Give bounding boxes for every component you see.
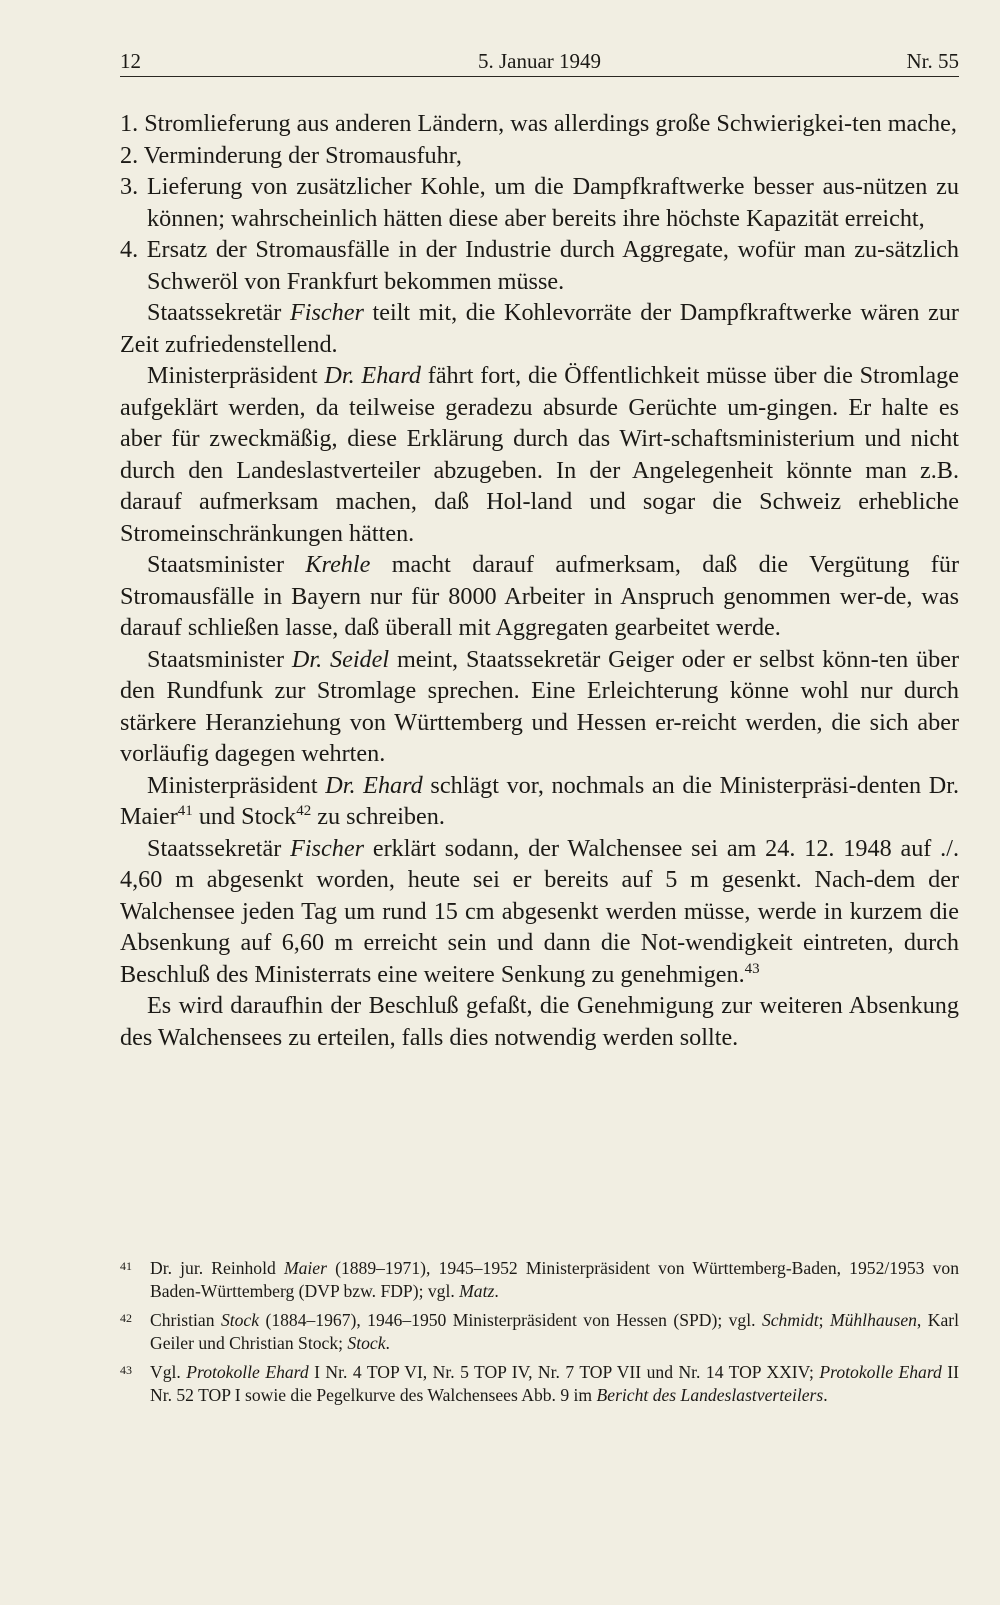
footnote-text: . [823, 1385, 828, 1406]
list-item-2 [120, 140, 959, 172]
speaker-name: Dr. Seidel [291, 645, 390, 673]
footnote-italic: Schmidt [761, 1309, 819, 1330]
footnote-text: II Nr. 52 TOP I sowie die Pegelkurve des Walchensees Abb. 9 im [150, 1361, 959, 1406]
paragraph-text: und Stock [192, 803, 297, 830]
footnote-number: 41 [120, 1259, 132, 1273]
footnote-43 [120, 1361, 959, 1407]
speaker-name: Krehle [305, 551, 371, 578]
paragraph-text: meint, Staatssekretär Geiger oder er selbst könn-ten über den Rundfunk zur Stromlage sprechen. Eine Erleichterung könne wohl nur durch stärkere Heranziehung von Württemberg und Hessen er-reicht werden, die sich aber vorläufig dagegen wehrten. [120, 645, 960, 767]
paragraph-fischer-coal [120, 297, 959, 360]
footnote-number: 43 [120, 1362, 132, 1377]
paragraph-text: schlägt vor, nochmals an die Ministerpräsi-denten Dr. Maier [120, 771, 959, 830]
paragraph-resolution: Es wird daraufhin der Beschluß gefaßt, die Genehmigung zur weiteren Absenkung des Walchensees zu erteilen, falls dies notwendig werden sollte. [120, 992, 959, 1051]
footnote-text: (1884–1967), 1946–1950 Ministerpräsident von Hessen (SPD); vgl. [259, 1309, 762, 1330]
footnote-italic: Stock [220, 1309, 260, 1330]
main-text [120, 108, 959, 1053]
footnote-italic: Stock [347, 1333, 386, 1354]
paragraph-text: fährt fort, die Öffentlichkeit müsse über die Stromlage aufgeklärt werden, da teilweise geradezu absurde Gerüchte um-gingen. Er halte es aber für zweckmäßig, diese Erklärung durch das Wirt-schaftsministerium und nicht durch den Landeslastverteiler abzugeben. In der Angelegenheit könnte man z.B. darauf aufmerksam machen, daß Hol-land und sogar die Schweiz erhebliche Stromeinschränkungen hätten. [120, 362, 959, 547]
paragraph-seidel [120, 644, 959, 770]
footnote-ref-41[interactable]: 41 [177, 803, 193, 819]
footnote-text: . [494, 1281, 499, 1302]
page-number: 12 [120, 49, 141, 73]
footnote-italic: Maier [283, 1258, 327, 1278]
list-item-text: Stromlieferung aus anderen Ländern, was allerdings große Schwierigkei-ten mache, [144, 110, 957, 137]
speaker-title: Staatsminister [147, 645, 292, 673]
footnote-italic: Protokolle Ehard [819, 1361, 942, 1382]
footnotes [120, 1257, 959, 1413]
footnote-text: I Nr. 4 TOP VI, Nr. 5 TOP IV, Nr. 7 TOP VII und Nr. 14 TOP XXIV; [308, 1361, 820, 1382]
footnote-number: 42 [120, 1310, 132, 1325]
footnote-italic: Bericht des Landeslastverteilers [596, 1385, 824, 1406]
footnote-42 [120, 1309, 959, 1355]
list-item-text: Verminderung der Stromausfuhr, [143, 141, 462, 169]
footnote-text: , Karl Geiler und Christian Stock; [150, 1309, 960, 1354]
speaker-title: Ministerpräsident [147, 771, 326, 799]
speaker-title: Ministerpräsident [147, 362, 325, 389]
speaker-name: Fischer [290, 834, 365, 862]
footnote-italic: Mühlhausen [829, 1309, 917, 1330]
paragraph-text: zu schreiben. [311, 803, 445, 830]
footnote-41 [120, 1257, 959, 1303]
speaker-title: Staatssekretär [147, 834, 291, 862]
paragraph-ehard-letter [120, 770, 959, 833]
paragraph-text: erklärt sodann, der Walchensee sei am 24. 12. 1948 auf ./. 4,60 m abgesenkt worden, heute sei er bereits auf 5 m gesenkt. Nach-dem der Walchensee jeden Tag um rund 15 cm abgesenkt werden müsse, werde in kurzem die Absenkung auf 6,60 m erreicht sein und dann die Not-wendigkeit eintreten, durch Beschluß des Ministerrats eine weitere Senkung zu genehmigen. [120, 834, 959, 988]
header-date: 5. Januar 1949 [477, 49, 602, 73]
footnote-text: Vgl. [150, 1361, 187, 1382]
header-rule [120, 76, 959, 77]
paragraph-text: macht darauf aufmerksam, daß die Vergütung für Stromausfälle in Bayern nur für 8000 Arbeiter in Anspruch genommen wer-de, was darauf schließen lasse, daß überall mit Aggregaten gearbeitet werde. [120, 551, 959, 641]
speaker-name: Dr. Ehard [325, 771, 423, 799]
list-item-text: Lieferung von zusätzlicher Kohle, um die Dampfkraftwerke besser aus-nützen zu können; wahrscheinlich hätten diese aber bereits ihre höchste Kapazität erreicht, [146, 173, 960, 232]
speaker-title: Staatsminister [147, 551, 306, 578]
speaker-name: Dr. Ehard [324, 362, 421, 389]
paragraph-ehard-public [120, 360, 959, 549]
speaker-title: Staatssekretär [147, 299, 290, 326]
list-item-3 [120, 171, 959, 234]
footnote-text: ; [818, 1309, 830, 1330]
running-header [120, 46, 959, 76]
footnote-text: Christian [150, 1309, 221, 1330]
paragraph-text: teilt mit, die Kohlevorräte der Dampfkraftwerke wären zur Zeit zufriedenstellend. [120, 299, 959, 358]
list-item-4 [120, 234, 959, 297]
footnote-italic: Matz [459, 1281, 495, 1302]
list-item-number: 2. [120, 141, 139, 169]
paragraph-fischer-walchensee [120, 833, 959, 991]
list-item-1 [120, 108, 959, 140]
list-item-number: 1. [120, 110, 139, 137]
speaker-name: Fischer [289, 299, 364, 326]
footnote-text: (1889–1971), 1945–1952 Ministerpräsident von Württemberg-Baden, 1952/1953 von Baden-Württemberg (DVP bzw. FDP); vgl. [150, 1258, 959, 1302]
paragraph-krehle [120, 549, 959, 644]
document-number: Nr. 55 [906, 49, 959, 73]
footnote-ref-42[interactable]: 42 [296, 803, 312, 819]
footnote-text: Dr. jur. Reinhold [150, 1258, 284, 1278]
footnote-ref-43[interactable]: 43 [744, 960, 760, 977]
footnote-text: . [385, 1333, 390, 1354]
list-item-number: 3. [120, 173, 139, 200]
footnote-italic: Protokolle Ehard [186, 1361, 309, 1382]
list-item-text: Ersatz der Stromausfälle in der Industrie durch Aggregate, wofür man zu-sätzlich Schweröl von Frankfurt bekommen müsse. [146, 236, 960, 295]
list-item-number: 4. [120, 236, 139, 263]
